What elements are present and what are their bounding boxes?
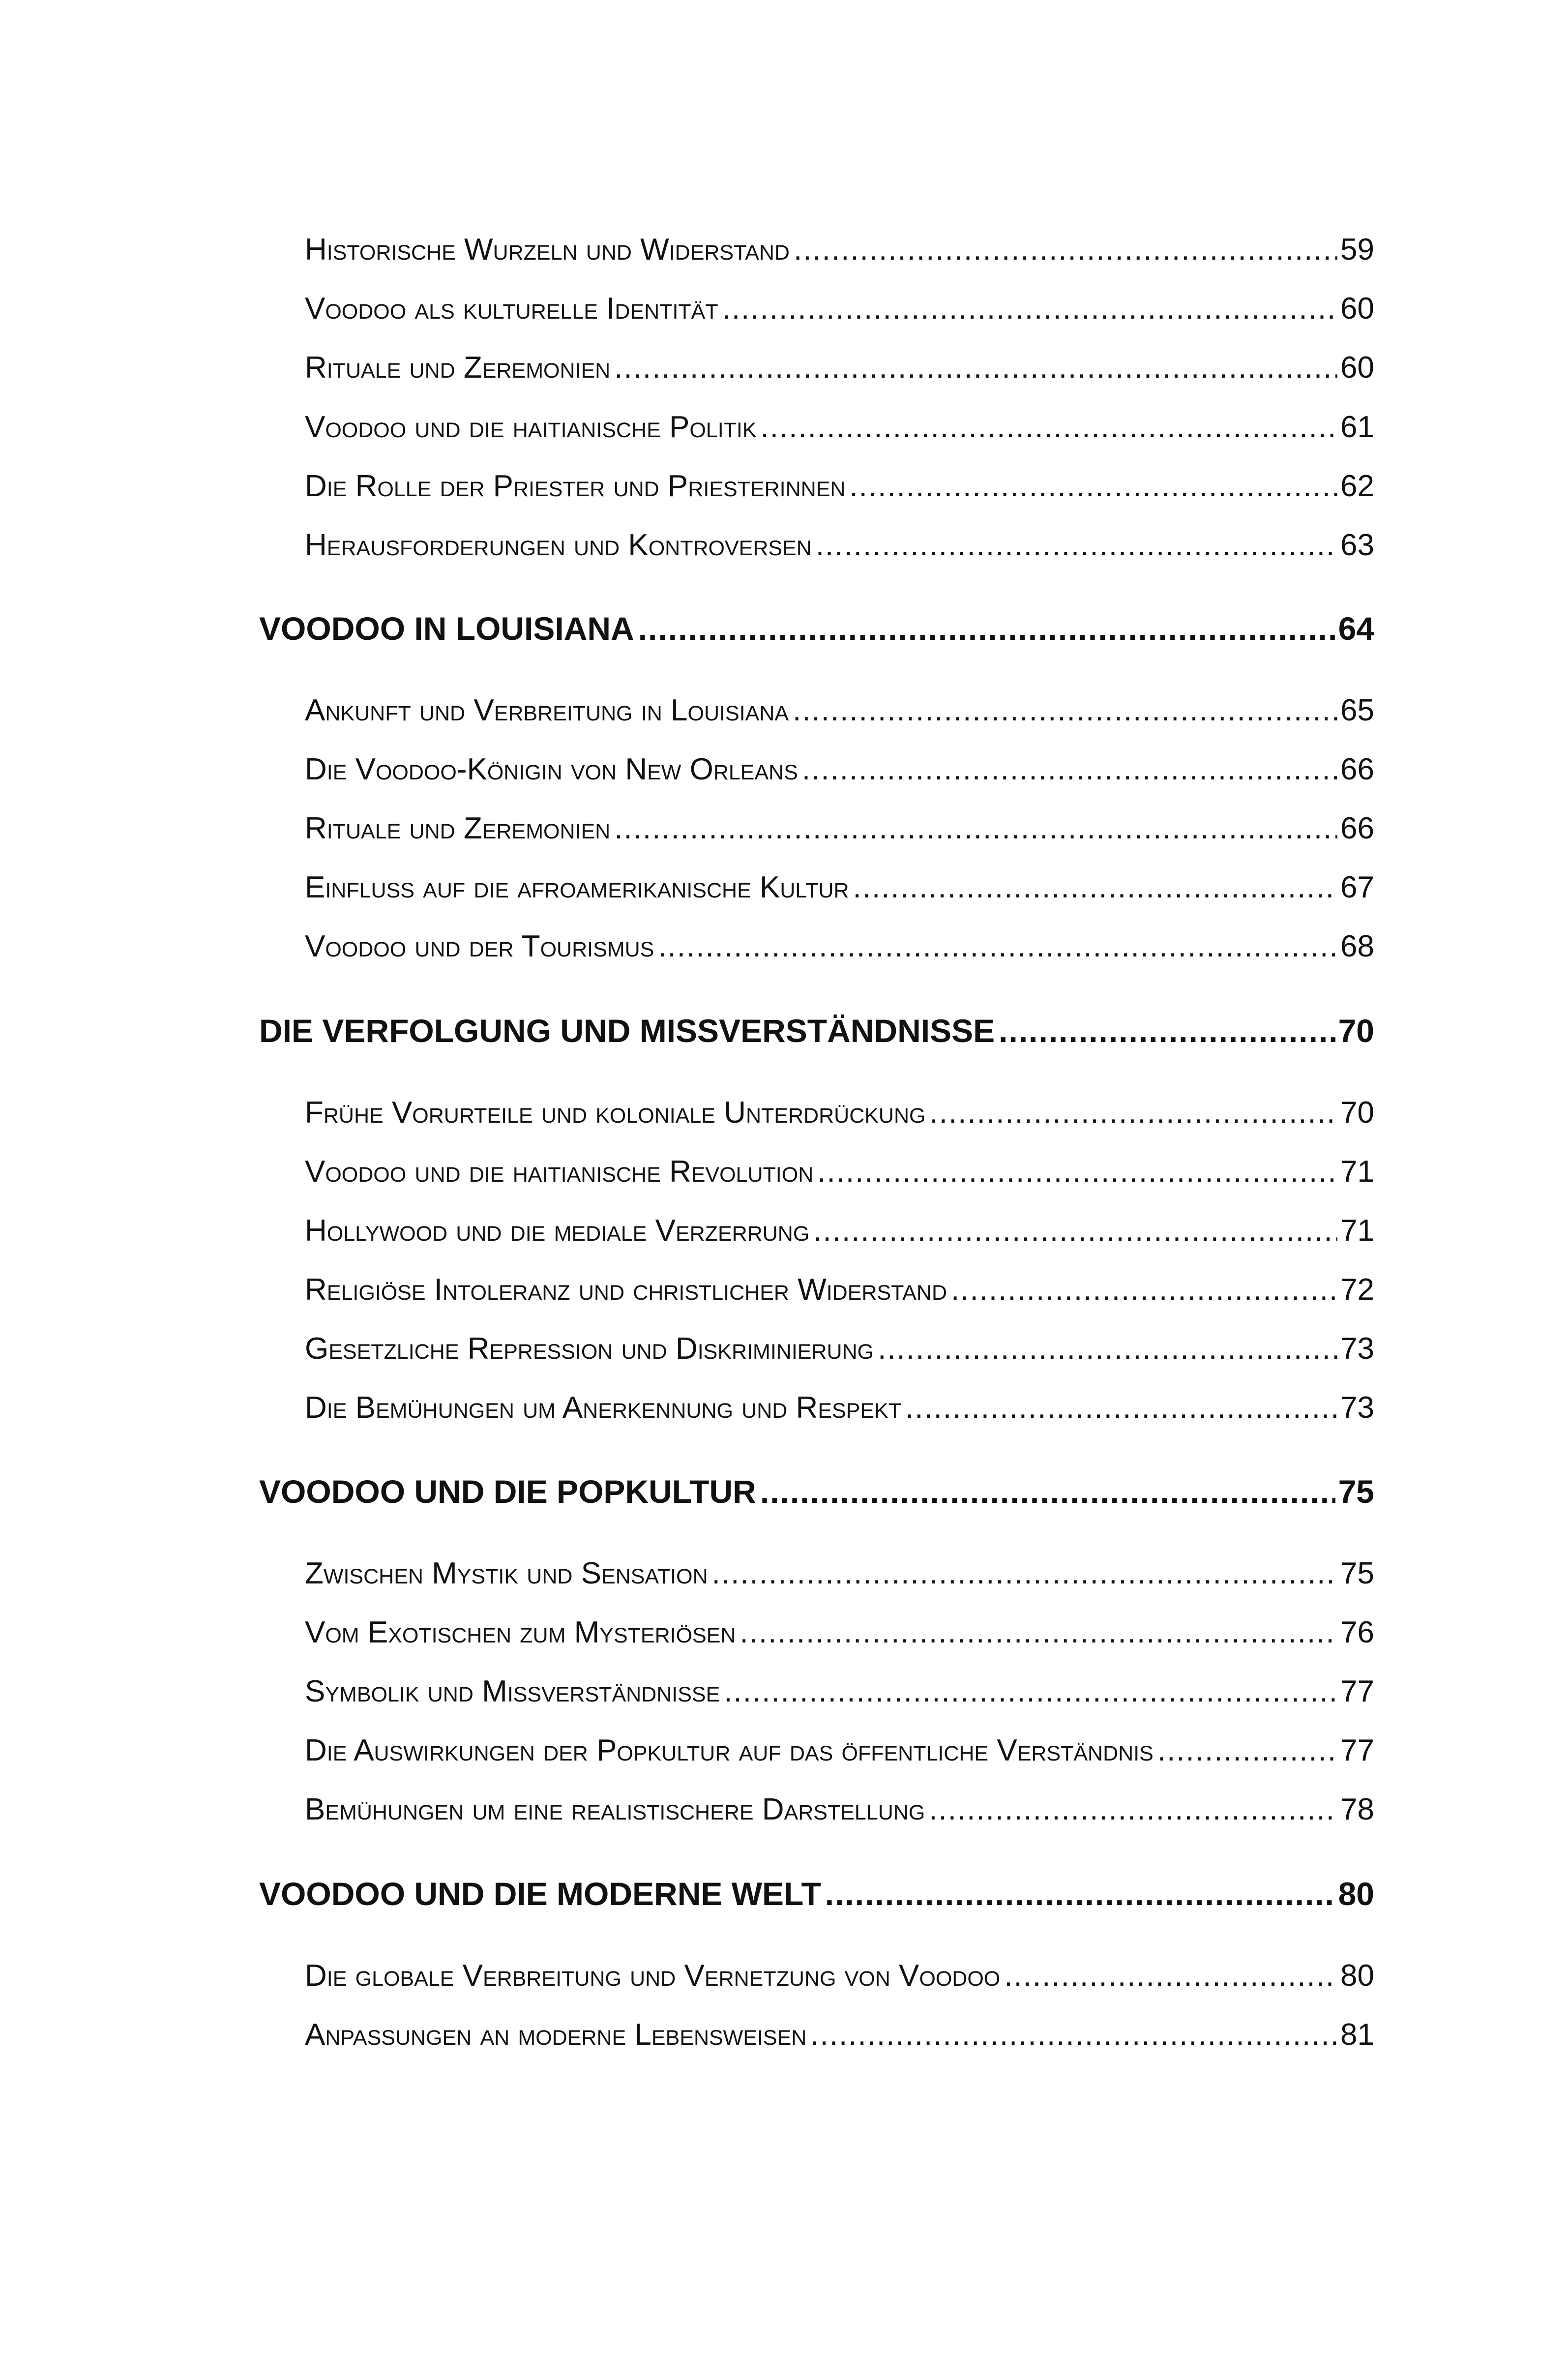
toc-entry-title: Voodoo und die haitianische Politik (305, 410, 757, 444)
toc-dot-leader (853, 870, 1338, 905)
toc-page-number: 70 (1340, 1096, 1374, 1130)
toc-entry-title: Die Bemühungen um Anerkennung und Respekt (305, 1391, 901, 1425)
toc-dot-leader (658, 929, 1337, 964)
toc-page-number: 68 (1340, 929, 1374, 963)
toc-page-number: 77 (1340, 1674, 1374, 1708)
toc-page-number: 80 (1338, 1876, 1374, 1912)
toc-section-entry[interactable] (305, 350, 1374, 385)
toc-dot-leader (825, 1875, 1335, 1912)
toc-entry-title: Rituale und Zeremonien (305, 811, 611, 845)
toc-entry-title: Ankunft und Verbreitung in Louisiana (305, 693, 789, 727)
toc-entry-title: Die Rolle der Priester und Priesterinnen (305, 469, 846, 503)
toc-entry-title: Herausforderungen und Kontroversen (305, 528, 812, 562)
toc-dot-leader (793, 693, 1337, 728)
toc-page-number: 66 (1340, 811, 1374, 845)
toc-page-number: 60 (1340, 292, 1374, 326)
toc-entry-title: Bemühungen um eine realistischere Darstellung (305, 1792, 925, 1826)
toc-section-entry[interactable] (305, 410, 1374, 445)
toc-chapter-entry[interactable] (259, 1875, 1374, 1912)
toc-section-entry[interactable] (305, 1095, 1374, 1130)
toc-page-number: 59 (1340, 233, 1374, 267)
toc-entry-title: Voodoo als kulturelle Identität (305, 292, 718, 326)
toc-dot-leader (1004, 1958, 1337, 1993)
toc-entry-title: Voodoo und der Tourismus (305, 929, 654, 963)
toc-dot-leader (722, 291, 1337, 326)
toc-section-entry[interactable] (305, 1674, 1374, 1709)
toc-dot-leader (905, 1390, 1337, 1425)
toc-section-entry[interactable] (305, 752, 1374, 787)
toc-dot-leader (794, 232, 1337, 267)
toc-section-entry[interactable] (305, 1733, 1374, 1768)
toc-dot-leader (816, 528, 1337, 563)
toc-section-entry[interactable] (305, 2017, 1374, 2052)
toc-page-number: 64 (1338, 610, 1374, 647)
toc-section-entry[interactable] (305, 870, 1374, 905)
toc-dot-leader (878, 1331, 1337, 1366)
toc-dot-leader (802, 752, 1337, 787)
toc-entry-title: Rituale und Zeremonien (305, 351, 611, 385)
toc-page-number: 66 (1340, 752, 1374, 786)
toc-dot-leader (817, 1154, 1337, 1189)
toc-dot-leader (810, 2017, 1337, 2052)
toc-dot-leader (929, 1792, 1337, 1827)
toc-entry-title: VOODOO UND DIE MODERNE WELT (259, 1876, 821, 1912)
toc-section-entry[interactable] (305, 291, 1374, 326)
toc-section-entry[interactable] (305, 232, 1374, 267)
toc-section-entry[interactable] (305, 1615, 1374, 1650)
toc-dot-leader (712, 1556, 1337, 1591)
toc-entry-title: Hollywood und die mediale Verzerrung (305, 1214, 810, 1248)
toc-page-number: 67 (1340, 870, 1374, 904)
toc-page-number: 77 (1340, 1733, 1374, 1767)
toc-section-entry[interactable] (305, 1556, 1374, 1591)
toc-dot-leader (614, 350, 1337, 385)
toc-page-number: 71 (1340, 1214, 1374, 1248)
toc-page-number: 63 (1340, 528, 1374, 562)
toc-page-number: 60 (1340, 351, 1374, 385)
toc-page-number: 75 (1338, 1473, 1374, 1510)
toc-entry-title: Gesetzliche Repression und Diskriminierung (305, 1332, 874, 1366)
toc-dot-leader (724, 1674, 1337, 1709)
toc-section-entry[interactable] (305, 1272, 1374, 1307)
toc-dot-leader (614, 811, 1337, 846)
toc-page-number: 61 (1340, 410, 1374, 444)
toc-entry-title: Zwischen Mystik und Sensation (305, 1556, 708, 1590)
toc-dot-leader (951, 1272, 1337, 1307)
toc-section-entry[interactable] (305, 1213, 1374, 1248)
toc-page-number: 72 (1340, 1273, 1374, 1307)
toc-dot-leader (740, 1615, 1337, 1650)
toc-page-number: 65 (1340, 693, 1374, 727)
toc-entry-title: Religiöse Intoleranz und christlicher Widerstand (305, 1273, 947, 1307)
toc-section-entry[interactable] (305, 693, 1374, 728)
toc-entry-title: Vom Exotischen zum Mysteriösen (305, 1615, 736, 1649)
toc-entry-title: Einfluss auf die afroamerikanische Kultur (305, 870, 849, 904)
toc-dot-leader (761, 410, 1337, 445)
toc-page-number: 73 (1340, 1391, 1374, 1425)
toc-section-entry[interactable] (305, 929, 1374, 964)
toc-entry-title: DIE VERFOLGUNG UND MISSVERSTÄNDNISSE (259, 1013, 995, 1049)
toc-page-number: 70 (1338, 1013, 1374, 1049)
toc-entry-title: Voodoo und die haitianische Revolution (305, 1155, 814, 1189)
toc-section-entry[interactable] (305, 1792, 1374, 1827)
toc-dot-leader (760, 1473, 1335, 1510)
toc-section-entry[interactable] (305, 469, 1374, 504)
toc-entry-title: Anpassungen an moderne Lebensweisen (305, 2018, 807, 2052)
toc-chapter-entry[interactable] (259, 610, 1374, 647)
toc-dot-leader (1157, 1733, 1337, 1768)
toc-dot-leader (849, 469, 1337, 504)
toc-entry-title: VOODOO IN LOUISIANA (259, 610, 634, 647)
toc-section-entry[interactable] (305, 1390, 1374, 1425)
toc-page-number: 78 (1340, 1792, 1374, 1826)
toc-entry-title: VOODOO UND DIE POPKULTUR (259, 1473, 756, 1510)
toc-section-entry[interactable] (305, 1154, 1374, 1189)
toc-entry-title: Historische Wurzeln und Widerstand (305, 233, 790, 267)
toc-section-entry[interactable] (305, 528, 1374, 563)
toc-section-entry[interactable] (305, 1958, 1374, 1993)
toc-dot-leader (813, 1213, 1337, 1248)
toc-section-entry[interactable] (305, 1331, 1374, 1366)
toc-entry-title: Die Auswirkungen der Popkultur auf das öffentliche Verständnis (305, 1733, 1154, 1767)
toc-page-number: 76 (1340, 1615, 1374, 1649)
toc-chapter-entry[interactable] (259, 1473, 1374, 1510)
toc-page-number: 62 (1340, 469, 1374, 503)
toc-page-number: 73 (1340, 1332, 1374, 1366)
toc-entry-title: Die Voodoo-Königin von New Orleans (305, 752, 798, 786)
toc-dot-leader (638, 610, 1335, 647)
toc-page-number: 80 (1340, 1959, 1374, 1993)
toc-entry-title: Symbolik und Missverständnisse (305, 1674, 720, 1708)
toc-chapter-entry[interactable] (259, 1012, 1374, 1049)
toc-section-entry[interactable] (305, 811, 1374, 846)
toc-page-number: 71 (1340, 1155, 1374, 1189)
toc-dot-leader (930, 1095, 1338, 1130)
toc-entry-title: Frühe Vorurteile und koloniale Unterdrückung (305, 1096, 926, 1130)
toc-entry-title: Die globale Verbreitung und Vernetzung von Voodoo (305, 1959, 1001, 1993)
toc-page-number: 75 (1340, 1556, 1374, 1590)
toc-dot-leader (999, 1012, 1335, 1049)
toc-page-number: 81 (1340, 2018, 1374, 2052)
